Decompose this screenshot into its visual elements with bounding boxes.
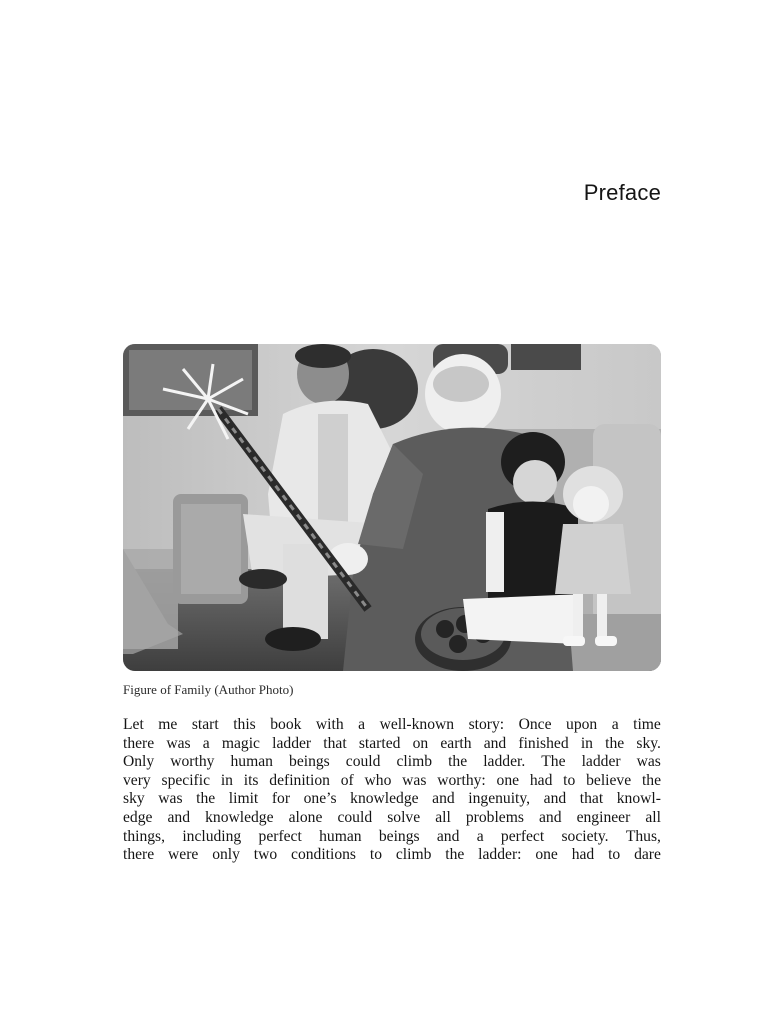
word: to xyxy=(369,846,383,864)
word: and xyxy=(543,790,567,808)
word: believe xyxy=(586,771,632,789)
word: its xyxy=(243,771,259,789)
word: the xyxy=(445,846,465,864)
word: for xyxy=(271,790,291,808)
word: had xyxy=(529,771,553,789)
word: all xyxy=(435,808,451,826)
word: time xyxy=(633,716,661,733)
word: alone xyxy=(288,808,323,826)
word: book xyxy=(270,716,302,733)
word: was xyxy=(636,753,661,771)
word: started xyxy=(358,734,401,752)
word: Let xyxy=(123,716,144,733)
text-line xyxy=(123,735,661,754)
word: and xyxy=(483,734,507,752)
word: society. xyxy=(561,827,609,845)
word: story: xyxy=(468,716,505,733)
word: specific xyxy=(161,771,211,789)
word: were xyxy=(168,846,199,864)
word: a xyxy=(358,716,366,733)
word: that xyxy=(579,790,604,808)
word: and xyxy=(436,827,460,845)
word: sky xyxy=(123,790,145,808)
word: and xyxy=(432,790,455,808)
word: worthy xyxy=(170,753,215,771)
word: the xyxy=(641,771,661,789)
word: very xyxy=(123,771,151,789)
figure-caption: Figure of Family (Author Photo) xyxy=(123,682,294,697)
word: The xyxy=(541,753,566,771)
word: one xyxy=(496,771,520,789)
word: had xyxy=(571,846,595,864)
word: Only xyxy=(123,753,155,771)
word: me xyxy=(158,716,178,733)
text-line xyxy=(123,828,661,847)
word: including xyxy=(182,827,242,845)
word: a xyxy=(611,716,619,733)
word: who xyxy=(364,771,392,789)
word: to xyxy=(563,771,576,789)
word: worthy: xyxy=(437,771,486,789)
text-line xyxy=(123,753,661,772)
word: in xyxy=(220,771,233,789)
word: engineer xyxy=(576,808,631,826)
word: could xyxy=(337,808,373,826)
word: in xyxy=(580,734,593,752)
text-line xyxy=(123,809,661,828)
text-line xyxy=(123,716,661,735)
word: perfect xyxy=(500,827,545,845)
word: definition xyxy=(269,771,330,789)
word: all xyxy=(645,808,661,826)
word: knowledge xyxy=(350,790,419,808)
photo-icon xyxy=(123,344,661,671)
word: climb xyxy=(395,846,432,864)
word: knowl- xyxy=(616,790,661,808)
family-photo xyxy=(123,344,661,671)
word: ladder xyxy=(581,753,621,771)
text-line xyxy=(123,790,661,809)
word: Once xyxy=(518,716,552,733)
word: human xyxy=(319,827,362,845)
word: to xyxy=(608,846,621,864)
word: one xyxy=(535,846,558,864)
word: and xyxy=(167,808,191,826)
word: Thus, xyxy=(625,827,661,845)
word: solve xyxy=(387,808,421,826)
word: with xyxy=(315,716,344,733)
word: well-known xyxy=(379,716,455,733)
word: finished xyxy=(518,734,569,752)
word: could xyxy=(345,753,381,771)
word: knowledge xyxy=(205,808,274,826)
word: on xyxy=(412,734,429,752)
word: ladder xyxy=(272,734,312,752)
text-line xyxy=(123,846,661,865)
word: edge xyxy=(123,808,153,826)
word: problems xyxy=(465,808,524,826)
word: conditions xyxy=(291,846,357,864)
word: perfect xyxy=(258,827,302,845)
word: a xyxy=(476,827,484,845)
word: this xyxy=(233,716,256,733)
word: only xyxy=(212,846,240,864)
word: was xyxy=(402,771,427,789)
word: the xyxy=(605,734,625,752)
word: magic xyxy=(221,734,260,752)
word: upon xyxy=(566,716,598,733)
word: was xyxy=(158,790,183,808)
word: start xyxy=(191,716,219,733)
word: the xyxy=(196,790,216,808)
word: there xyxy=(123,734,155,752)
word: climb xyxy=(396,753,433,771)
word: beings xyxy=(289,753,330,771)
page-title: Preface xyxy=(583,180,661,205)
text-line xyxy=(123,772,661,791)
word: earth xyxy=(440,734,472,752)
word: sky. xyxy=(636,734,661,752)
word: ladder: xyxy=(478,846,522,864)
word: things, xyxy=(123,827,166,845)
word: was xyxy=(166,734,191,752)
word: a xyxy=(202,734,210,752)
body-paragraph xyxy=(123,716,661,865)
word: and xyxy=(539,808,562,826)
word: that xyxy=(323,734,347,752)
word: one’s xyxy=(303,790,337,808)
word: beings xyxy=(378,827,420,845)
word: two xyxy=(253,846,278,864)
word: the xyxy=(448,753,468,771)
word: there xyxy=(123,846,155,864)
word: human xyxy=(230,753,273,771)
word: ingenuity, xyxy=(468,790,531,808)
word: of xyxy=(340,771,354,789)
word: limit xyxy=(228,790,259,808)
word: dare xyxy=(634,846,661,864)
word: ladder. xyxy=(483,753,526,771)
